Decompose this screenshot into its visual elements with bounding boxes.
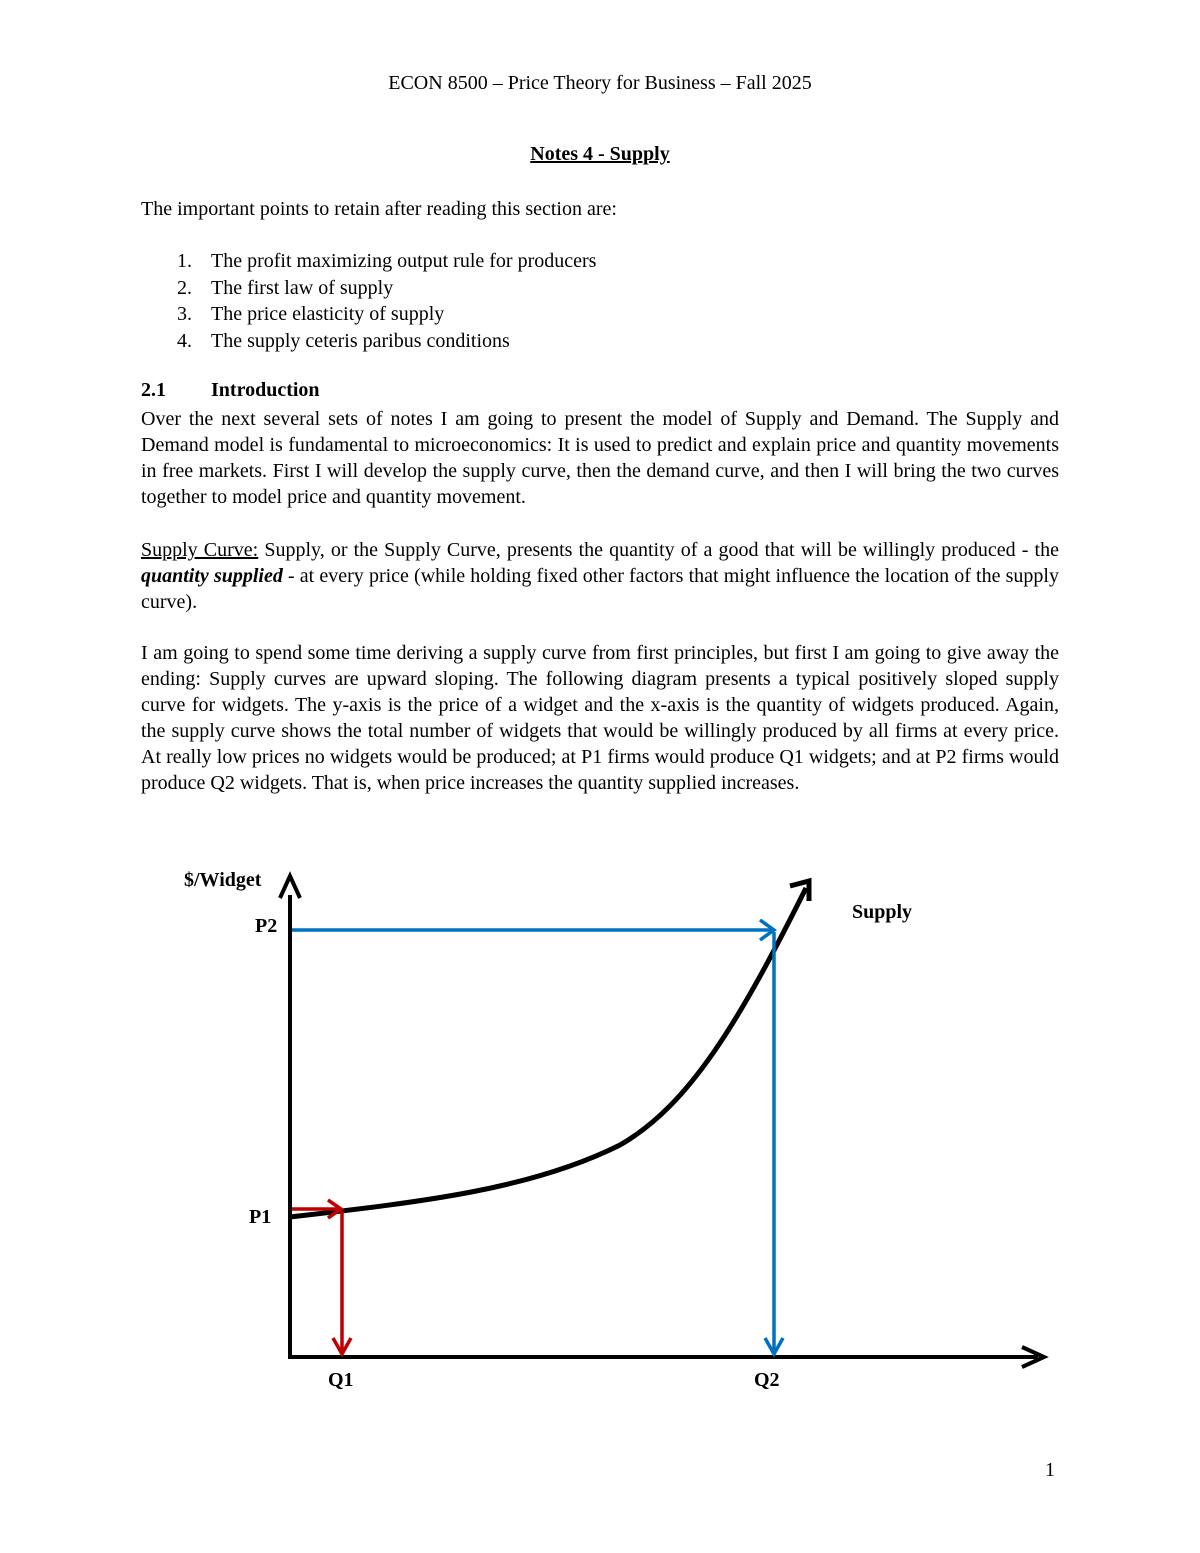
supply-curve bbox=[290, 888, 806, 1217]
definition-text-b: - at every price (while holding fixed other factors that might influence the location of the supply curve). bbox=[141, 565, 1059, 613]
list-item-text: The supply ceteris paribus conditions bbox=[211, 329, 510, 352]
definition-text-a: Supply, or the Supply Curve, presents the quantity of a good that will be willingly produced - the bbox=[258, 539, 1059, 561]
definition-term: Supply Curve: bbox=[141, 539, 259, 561]
list-item-text: The first law of supply bbox=[211, 276, 394, 299]
course-header: ECON 8500 – Price Theory for Business – Fall 2025 bbox=[388, 72, 812, 94]
y-axis-label: $/Widget bbox=[184, 869, 262, 891]
list-item-number: 2. bbox=[177, 276, 192, 299]
p1-label: P1 bbox=[249, 1206, 272, 1228]
paragraph-intro: Over the next several sets of notes I am going to present the model of Supply and Demand. The Supply and Demand model is fundamental to microeconomics: It is used to predict and explain price and quantity movements in free markets. First I will develop the supply curve, then the demand curve, and then I will bring the two curves together to model price and quantity movement. bbox=[141, 408, 1059, 508]
page-number: 1 bbox=[1045, 1459, 1055, 1481]
list-item-number: 4. bbox=[177, 329, 192, 352]
quantity-supplied-term: quantity supplied bbox=[141, 565, 283, 587]
paragraph-diagram-explanation: I am going to spend some time deriving a supply curve from first principles, but first I am going to give away the ending: Supply curves are upward sloping. The following diagram presents a typical positively sloped supply curve for widgets. The y-axis is the price of a widget and the x-axis is the quantity of widgets produced. Again, the supply curve shows the total number of widgets that would be willingly produced by all firms at every price. At really low prices no widgets would be produced; at P1 firms would produce Q1 widgets; and at P2 firms would produce Q2 widgets. That is, when price increases the quantity supplied increases. bbox=[141, 642, 1059, 794]
page-title: Notes 4 - Supply bbox=[530, 143, 670, 165]
q2-label: Q2 bbox=[754, 1369, 780, 1391]
supply-curve-label: Supply bbox=[852, 901, 913, 923]
list-item-text: The price elasticity of supply bbox=[211, 303, 445, 325]
section-title: Introduction bbox=[211, 379, 320, 401]
section-number: 2.1 bbox=[141, 379, 166, 401]
intro-sentence: The important points to retain after reading this section are: bbox=[141, 198, 617, 220]
list-item-number: 3. bbox=[177, 303, 192, 325]
list-item-number: 1. bbox=[177, 250, 192, 272]
q1-label: Q1 bbox=[328, 1369, 354, 1391]
y-axis-arrowhead bbox=[280, 876, 300, 898]
p2-label: P2 bbox=[255, 915, 278, 937]
list-item-text: The profit maximizing output rule for producers bbox=[211, 250, 597, 272]
